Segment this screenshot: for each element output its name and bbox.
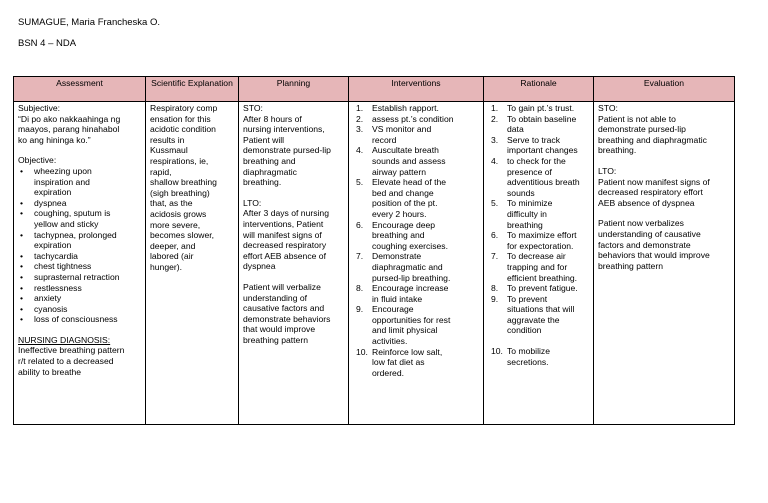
text-line: record bbox=[372, 134, 397, 145]
text-line: breathing bbox=[507, 219, 543, 230]
text-line: understanding of bbox=[243, 292, 308, 303]
text-line: deeper, and bbox=[150, 240, 196, 251]
text-line: hunger). bbox=[150, 261, 183, 272]
text-line: adventitious breath bbox=[507, 177, 580, 188]
text-line: decreased respiratory bbox=[243, 240, 327, 251]
item-number: 8. bbox=[491, 283, 499, 294]
text-line: acidosis grows bbox=[150, 208, 207, 219]
text-line: breathing pattern bbox=[243, 334, 308, 345]
item-number: 9. bbox=[491, 293, 499, 304]
list-item bbox=[18, 166, 142, 198]
text-line: After 8 hours of bbox=[243, 113, 302, 124]
planning-verbalize-text bbox=[243, 282, 345, 346]
text-line: rapid, bbox=[150, 166, 172, 177]
table-header-row bbox=[14, 77, 735, 102]
text-line: • anxiety bbox=[34, 293, 62, 304]
item-number: 3. bbox=[491, 134, 499, 145]
item-number: 6. bbox=[491, 230, 499, 241]
objective-list bbox=[18, 166, 142, 325]
list-item bbox=[353, 283, 480, 304]
interventions-cell bbox=[349, 102, 484, 425]
list-item bbox=[488, 135, 590, 156]
text-line: to check for the bbox=[507, 155, 566, 166]
list-item bbox=[18, 283, 142, 294]
text-line: respirations, ie, bbox=[150, 155, 209, 166]
item-number: 8. bbox=[356, 283, 364, 294]
text-line: breathing and diaphragmatic bbox=[598, 134, 707, 145]
text-line: • wheezing upon bbox=[34, 165, 92, 176]
planning-sto-text bbox=[243, 114, 345, 188]
text-line: and limit physical bbox=[372, 325, 438, 336]
item-number: 4. bbox=[491, 155, 499, 166]
list-item bbox=[18, 314, 142, 325]
text-line: activities. bbox=[372, 336, 408, 347]
scientific-explanation-cell bbox=[146, 102, 239, 425]
item-number: 10. bbox=[491, 346, 503, 357]
text-line: opportunities for rest bbox=[372, 314, 451, 325]
table-row bbox=[14, 102, 735, 425]
planning-lto-text bbox=[243, 208, 345, 272]
text-line: Demonstrate bbox=[372, 251, 422, 262]
text-line: breathing pattern bbox=[598, 260, 663, 271]
list-item bbox=[353, 220, 480, 252]
text-line: After 3 days of nursing bbox=[243, 208, 329, 219]
text-line: To minimize bbox=[507, 198, 553, 209]
text-line: factors and demonstrate bbox=[598, 239, 691, 250]
text-line: becomes slower, bbox=[150, 230, 215, 241]
item-number: 5. bbox=[356, 177, 364, 188]
text-line: labored (air bbox=[150, 251, 194, 262]
item-number: 6. bbox=[356, 219, 364, 230]
text-line: decreased respiratory effort bbox=[598, 187, 703, 198]
list-item bbox=[353, 145, 480, 177]
header-assessment: Assessment bbox=[14, 77, 146, 102]
list-item bbox=[18, 198, 142, 209]
text-line: presence of bbox=[507, 166, 552, 177]
text-line: To maximize effort bbox=[507, 230, 577, 241]
list-item bbox=[353, 304, 480, 346]
text-line: Kussmaul bbox=[150, 145, 188, 156]
text-line: for expectoration. bbox=[507, 240, 574, 251]
text-line: Serve to track bbox=[507, 134, 561, 145]
text-line: more severe, bbox=[150, 219, 201, 230]
list-item bbox=[353, 347, 480, 379]
list-item bbox=[488, 114, 590, 135]
text-line: inspiration and bbox=[34, 176, 90, 187]
text-line: To prevent bbox=[507, 293, 548, 304]
text-line: demonstrate pursed-lip bbox=[598, 124, 686, 135]
list-item bbox=[488, 294, 590, 336]
item-number: 1. bbox=[356, 103, 364, 113]
text-line: ensation for this bbox=[150, 113, 211, 124]
text-line: Patient will bbox=[243, 134, 285, 145]
text-line: Patient now verbalizes bbox=[598, 218, 684, 229]
nursing-diagnosis-label: NURSING DIAGNOSIS: bbox=[18, 334, 111, 345]
item-number: 7. bbox=[491, 251, 499, 262]
text-line: diaphragmatic bbox=[243, 166, 297, 177]
text-line: AEB absence of dyspnea bbox=[598, 197, 695, 208]
item-number: 2. bbox=[356, 113, 364, 124]
text-line: pursed-lip breathing. bbox=[372, 272, 451, 283]
text-line: that, as the bbox=[150, 198, 193, 209]
text-line: data bbox=[507, 124, 524, 135]
text-line: Patient will verbalize bbox=[243, 281, 321, 292]
list-item bbox=[18, 293, 142, 304]
text-line: • suprasternal retraction bbox=[34, 271, 120, 282]
header-scientific-explanation: Scientific Explanation bbox=[146, 77, 239, 102]
course-section: BSN 4 – NDA bbox=[18, 38, 77, 49]
list-item bbox=[353, 114, 480, 125]
text-line: effort AEB absence of bbox=[243, 250, 326, 261]
planning-sto-label: STO: bbox=[243, 103, 263, 113]
text-line: • tachycardia bbox=[34, 250, 78, 261]
text-line: demonstrate behaviors bbox=[243, 313, 331, 324]
text-line: acidotic condition bbox=[150, 124, 216, 135]
planning-lto-label: LTO: bbox=[243, 197, 262, 208]
text-line: Reinforce low salt, bbox=[372, 346, 443, 357]
list-item bbox=[488, 103, 590, 114]
text-line: VS monitor and bbox=[372, 124, 432, 135]
list-item bbox=[18, 230, 142, 251]
text-line: • restlessness bbox=[34, 282, 82, 293]
list-item bbox=[353, 251, 480, 283]
item-number: 3. bbox=[356, 124, 364, 135]
text-line: Patient now manifest signs of bbox=[598, 176, 710, 187]
text-line: • loss of consciousness bbox=[34, 314, 118, 325]
rationale-list bbox=[488, 103, 590, 367]
list-item bbox=[18, 272, 142, 283]
nursing-diagnosis-text: Ineffective breathing pattern r/t related to a decreased ability to breathe bbox=[18, 345, 125, 377]
text-line: bed and change bbox=[372, 187, 434, 198]
rationale-cell bbox=[484, 102, 594, 425]
text-line: sounds and assess bbox=[372, 155, 446, 166]
header-planning: Planning bbox=[239, 77, 349, 102]
text-line: assess pt.’s condition bbox=[372, 113, 454, 124]
text-line: airway pattern bbox=[372, 166, 426, 177]
text-line: Encourage increase bbox=[372, 283, 449, 294]
text-line: • dyspnea bbox=[34, 197, 67, 208]
list-item bbox=[18, 208, 142, 229]
list-item bbox=[488, 198, 590, 230]
text-line: breathing. bbox=[598, 145, 637, 156]
text-line: behaviors that would improve bbox=[598, 250, 710, 261]
list-item bbox=[353, 124, 480, 145]
text-line: demonstrate pursed-lip bbox=[243, 145, 331, 156]
text-line: • cyanosis bbox=[34, 303, 68, 314]
text-line: diaphragmatic and bbox=[372, 261, 443, 272]
text-line: yellow and sticky bbox=[34, 218, 99, 229]
list-item bbox=[488, 156, 590, 198]
list-item bbox=[488, 230, 590, 251]
text-line: breathing. bbox=[243, 177, 282, 188]
text-line: understanding of causative bbox=[598, 228, 701, 239]
text-line: To prevent fatigue. bbox=[507, 283, 578, 294]
text-line: breathing and bbox=[372, 230, 425, 241]
nursing-care-plan-table bbox=[13, 76, 735, 425]
evaluation-sto-text bbox=[598, 114, 731, 156]
list-item bbox=[488, 251, 590, 283]
item-number: 5. bbox=[491, 198, 499, 209]
text-line: • chest tightness bbox=[34, 261, 92, 272]
text-line: Auscultate breath bbox=[372, 145, 439, 156]
list-item bbox=[18, 304, 142, 315]
text-line: Establish rapport. bbox=[372, 103, 439, 113]
planning-cell bbox=[239, 102, 349, 425]
text-line: nursing interventions, bbox=[243, 124, 325, 135]
header-interventions: Interventions bbox=[349, 77, 484, 102]
item-number: 4. bbox=[356, 145, 364, 156]
text-line: shallow breathing bbox=[150, 177, 217, 188]
text-line: important changes bbox=[507, 145, 578, 156]
item-number: 10. bbox=[356, 346, 368, 357]
text-line: To gain pt.’s trust. bbox=[507, 103, 575, 113]
header-rationale: Rationale bbox=[484, 77, 594, 102]
item-number: 1. bbox=[491, 103, 499, 113]
objective-label: Objective: bbox=[18, 155, 57, 166]
text-line: To decrease air bbox=[507, 251, 566, 262]
text-line: secretions. bbox=[507, 356, 549, 367]
text-line: Patient is not able to bbox=[598, 113, 676, 124]
text-line: low fat diet as bbox=[372, 357, 425, 368]
list-item bbox=[353, 103, 480, 114]
evaluation-sto-label: STO: bbox=[598, 103, 618, 113]
student-name: SUMAGUE, Maria Francheska O. bbox=[18, 17, 161, 28]
subjective-label: Subjective: bbox=[18, 103, 61, 113]
item-number: 7. bbox=[356, 251, 364, 262]
text-line: difficulty in bbox=[507, 208, 547, 219]
text-line: Encourage deep bbox=[372, 219, 436, 230]
text-line: To mobilize bbox=[507, 346, 550, 357]
list-item bbox=[488, 283, 590, 294]
text-line: expiration bbox=[34, 240, 72, 251]
text-line: causative factors and bbox=[243, 303, 325, 314]
text-line: • coughing, sputum is bbox=[34, 208, 111, 219]
evaluation-verbalize-text bbox=[598, 218, 731, 271]
text-line: condition bbox=[507, 325, 542, 336]
text-line: interventions, Patient bbox=[243, 218, 324, 229]
text-line: • tachypnea, prolonged bbox=[34, 229, 117, 240]
evaluation-lto-label: LTO: bbox=[598, 165, 617, 176]
text-line: To obtain baseline bbox=[507, 113, 577, 124]
text-line: ordered. bbox=[372, 367, 405, 378]
text-line: breathing and bbox=[243, 155, 296, 166]
assessment-cell bbox=[14, 102, 146, 425]
interventions-list bbox=[353, 103, 480, 378]
item-number: 2. bbox=[491, 113, 499, 124]
list-item bbox=[488, 346, 590, 367]
scientific-explanation-text bbox=[150, 103, 235, 273]
item-number: 9. bbox=[356, 304, 364, 315]
text-line: in fluid intake bbox=[372, 293, 423, 304]
text-line: Respiratory comp bbox=[150, 103, 218, 113]
text-line: efficient breathing. bbox=[507, 272, 578, 283]
text-line: sounds bbox=[507, 187, 535, 198]
text-line: (sigh breathing) bbox=[150, 187, 210, 198]
list-item bbox=[353, 177, 480, 219]
text-line: every 2 hours. bbox=[372, 208, 427, 219]
text-line: will manifest signs of bbox=[243, 229, 322, 240]
evaluation-cell bbox=[594, 102, 735, 425]
text-line: situations that will bbox=[507, 304, 575, 315]
text-line: position of the pt. bbox=[372, 198, 438, 209]
text-line: trapping and for bbox=[507, 261, 568, 272]
text-line: dyspnea bbox=[243, 261, 276, 272]
list-item bbox=[18, 261, 142, 272]
list-item bbox=[18, 251, 142, 262]
subjective-quote: “Di po ako nakkaahinga ng maayos, parang hinahabol ko ang hininga ko.” bbox=[18, 113, 121, 145]
text-line: expiration bbox=[34, 187, 72, 198]
text-line: results in bbox=[150, 134, 185, 145]
evaluation-lto-text bbox=[598, 177, 731, 209]
text-line: that would improve bbox=[243, 324, 316, 335]
text-line: Encourage bbox=[372, 304, 414, 315]
header-evaluation: Evaluation bbox=[594, 77, 735, 102]
text-line: aggravate the bbox=[507, 314, 560, 325]
text-line: coughing exercises. bbox=[372, 240, 448, 251]
text-line: Elevate head of the bbox=[372, 177, 447, 188]
